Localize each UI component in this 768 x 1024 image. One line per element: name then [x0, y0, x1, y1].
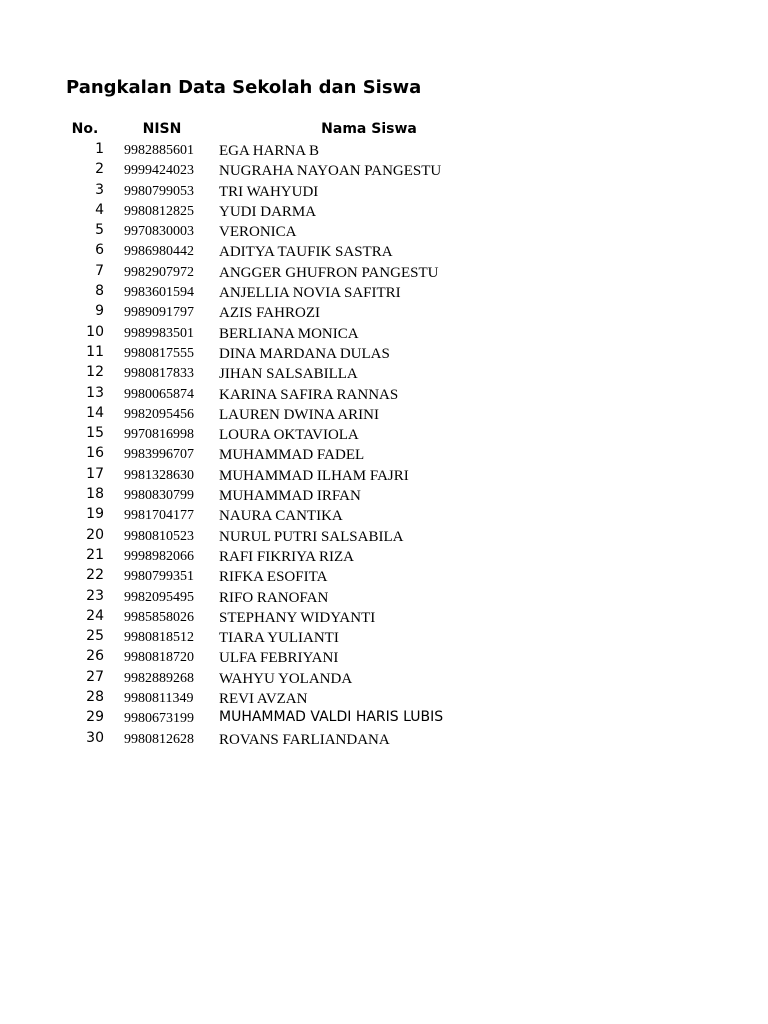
- table-header: [0, 121, 768, 139]
- row-number: 3: [95, 181, 104, 198]
- row-nisn: 9982095456: [124, 406, 194, 422]
- row-nisn: 9980817555: [124, 345, 194, 361]
- table-row: [0, 486, 768, 506]
- row-student-name: RIFKA ESOFITA: [219, 569, 328, 586]
- row-student-name: NAURA CANTIKA: [219, 508, 343, 525]
- row-number: 21: [86, 546, 104, 563]
- row-nisn: 9999424023: [124, 163, 194, 179]
- row-number: 9: [95, 303, 104, 320]
- row-student-name: AZIS FAHROZI: [219, 305, 320, 322]
- table-row: [0, 506, 768, 526]
- row-number: 25: [86, 628, 104, 645]
- row-number: 10: [86, 323, 104, 340]
- row-student-name: KARINA SAFIRA RANNAS: [219, 386, 399, 403]
- row-student-name: NURUL PUTRI SALSABILA: [219, 528, 404, 545]
- table-row: [0, 303, 768, 323]
- row-number: 5: [95, 222, 104, 239]
- row-number: 14: [86, 404, 104, 421]
- column-header-no: No.: [71, 121, 99, 137]
- table-row: [0, 283, 768, 303]
- page-title: Pangkalan Data Sekolah dan Siswa: [66, 77, 422, 98]
- row-nisn: 9980799351: [124, 569, 194, 585]
- row-student-name: EGA HARNA B: [219, 143, 320, 159]
- student-table-body: [0, 141, 768, 750]
- row-number: 19: [86, 506, 104, 523]
- row-number: 22: [86, 567, 104, 584]
- row-student-name: YUDI DARMA: [219, 203, 317, 220]
- row-nisn: 9980065874: [124, 386, 194, 402]
- row-number: 30: [86, 729, 104, 746]
- row-student-name: ANJELLIA NOVIA SAFITRI: [219, 285, 401, 302]
- row-nisn: 9981328630: [124, 467, 194, 483]
- row-student-name: ADITYA TAUFIK SASTRA: [219, 244, 393, 261]
- table-row: [0, 161, 768, 181]
- row-nisn: 9986980442: [124, 244, 194, 260]
- row-nisn: 9981704177: [124, 508, 194, 524]
- table-row: [0, 730, 768, 750]
- row-number: 17: [86, 465, 104, 482]
- row-student-name: DINA MARDANA DULAS: [219, 345, 390, 362]
- row-nisn: 9980818720: [124, 650, 194, 666]
- row-nisn: 9983601594: [124, 285, 194, 301]
- row-nisn: 9982095495: [124, 589, 194, 605]
- row-number: 26: [86, 648, 104, 665]
- row-nisn: 9989091797: [124, 305, 194, 321]
- table-row: [0, 263, 768, 283]
- row-number: 12: [86, 364, 104, 381]
- table-row: [0, 648, 768, 668]
- row-student-name: RIFO RANOFAN: [219, 589, 329, 606]
- row-nisn: 9980673199: [124, 711, 194, 727]
- row-nisn: 9970830003: [124, 224, 194, 240]
- row-number: 15: [86, 425, 104, 442]
- row-number: 13: [86, 384, 104, 401]
- row-nisn: 9980817833: [124, 366, 194, 382]
- column-header-nama: Nama Siswa: [321, 121, 417, 137]
- table-row: [0, 425, 768, 445]
- table-row: [0, 608, 768, 628]
- table-row: [0, 709, 768, 729]
- row-nisn: 9980811349: [124, 691, 194, 707]
- table-row: [0, 141, 768, 161]
- row-student-name: LAUREN DWINA ARINI: [219, 406, 379, 423]
- table-row: [0, 385, 768, 405]
- row-nisn: 9983996707: [124, 447, 194, 463]
- row-number: 6: [95, 242, 104, 259]
- table-row: [0, 364, 768, 384]
- row-student-name: LOURA OKTAVIOLA: [219, 427, 359, 444]
- table-row: [0, 445, 768, 465]
- row-number: 8: [95, 283, 104, 300]
- row-number: 1: [95, 141, 104, 157]
- row-number: 7: [95, 262, 104, 279]
- row-nisn: 9980830799: [124, 488, 194, 504]
- table-row: [0, 689, 768, 709]
- row-student-name: TRI WAHYUDI: [219, 183, 319, 200]
- table-row: [0, 202, 768, 222]
- row-student-name: WAHYU YOLANDA: [219, 670, 353, 687]
- table-row: [0, 344, 768, 364]
- table-row: [0, 405, 768, 425]
- row-student-name: MUHAMMAD VALDI HARIS LUBIS: [219, 709, 444, 726]
- row-nisn: 9980818512: [124, 630, 194, 646]
- row-nisn: 9982885601: [124, 143, 194, 158]
- row-student-name: REVI AVZAN: [219, 691, 308, 708]
- row-number: 11: [86, 343, 104, 360]
- row-nisn: 9980799053: [124, 183, 194, 199]
- row-student-name: TIARA YULIANTI: [219, 630, 339, 647]
- row-nisn: 9989983501: [124, 325, 194, 341]
- table-row: [0, 182, 768, 202]
- table-row: [0, 547, 768, 567]
- row-student-name: ROVANS FARLIANDANA: [219, 731, 390, 748]
- row-nisn: 9980812825: [124, 203, 194, 219]
- row-student-name: RAFI FIKRIYA RIZA: [219, 548, 355, 565]
- row-number: 18: [86, 486, 104, 503]
- row-student-name: JIHAN SALSABILLA: [219, 366, 358, 383]
- row-number: 23: [86, 587, 104, 604]
- row-student-name: MUHAMMAD ILHAM FAJRI: [219, 467, 409, 484]
- row-nisn: 9982889268: [124, 670, 194, 686]
- row-student-name: VERONICA: [219, 224, 297, 241]
- row-student-name: MUHAMMAD FADEL: [219, 447, 365, 464]
- table-row: [0, 466, 768, 486]
- row-student-name: NUGRAHA NAYOAN PANGESTU: [219, 163, 442, 180]
- row-nisn: 9980810523: [124, 528, 194, 544]
- row-number: 4: [95, 201, 104, 218]
- table-row: [0, 324, 768, 344]
- row-nisn: 9980812628: [124, 731, 194, 747]
- column-header-nisn: NISN: [142, 121, 182, 137]
- row-student-name: MUHAMMAD IRFAN: [219, 488, 361, 505]
- row-number: 24: [86, 607, 104, 624]
- row-number: 29: [86, 709, 104, 726]
- table-row: [0, 588, 768, 608]
- table-row: [0, 669, 768, 689]
- row-number: 20: [86, 526, 104, 543]
- table-row: [0, 567, 768, 587]
- row-student-name: ULFA FEBRIYANI: [219, 650, 339, 667]
- table-row: [0, 242, 768, 262]
- row-number: 2: [95, 161, 104, 178]
- row-student-name: ANGGER GHUFRON PANGESTU: [219, 264, 439, 281]
- table-row: [0, 527, 768, 547]
- row-student-name: BERLIANA MONICA: [219, 325, 359, 342]
- row-nisn: 9970816998: [124, 427, 194, 443]
- row-number: 16: [86, 445, 104, 462]
- row-nisn: 9985858026: [124, 609, 194, 625]
- table-row: [0, 628, 768, 648]
- row-nisn: 9982907972: [124, 264, 194, 280]
- row-student-name: STEPHANY WIDYANTI: [219, 609, 376, 626]
- row-nisn: 9998982066: [124, 548, 194, 564]
- row-number: 28: [86, 689, 104, 706]
- table-row: [0, 222, 768, 242]
- row-number: 27: [86, 668, 104, 685]
